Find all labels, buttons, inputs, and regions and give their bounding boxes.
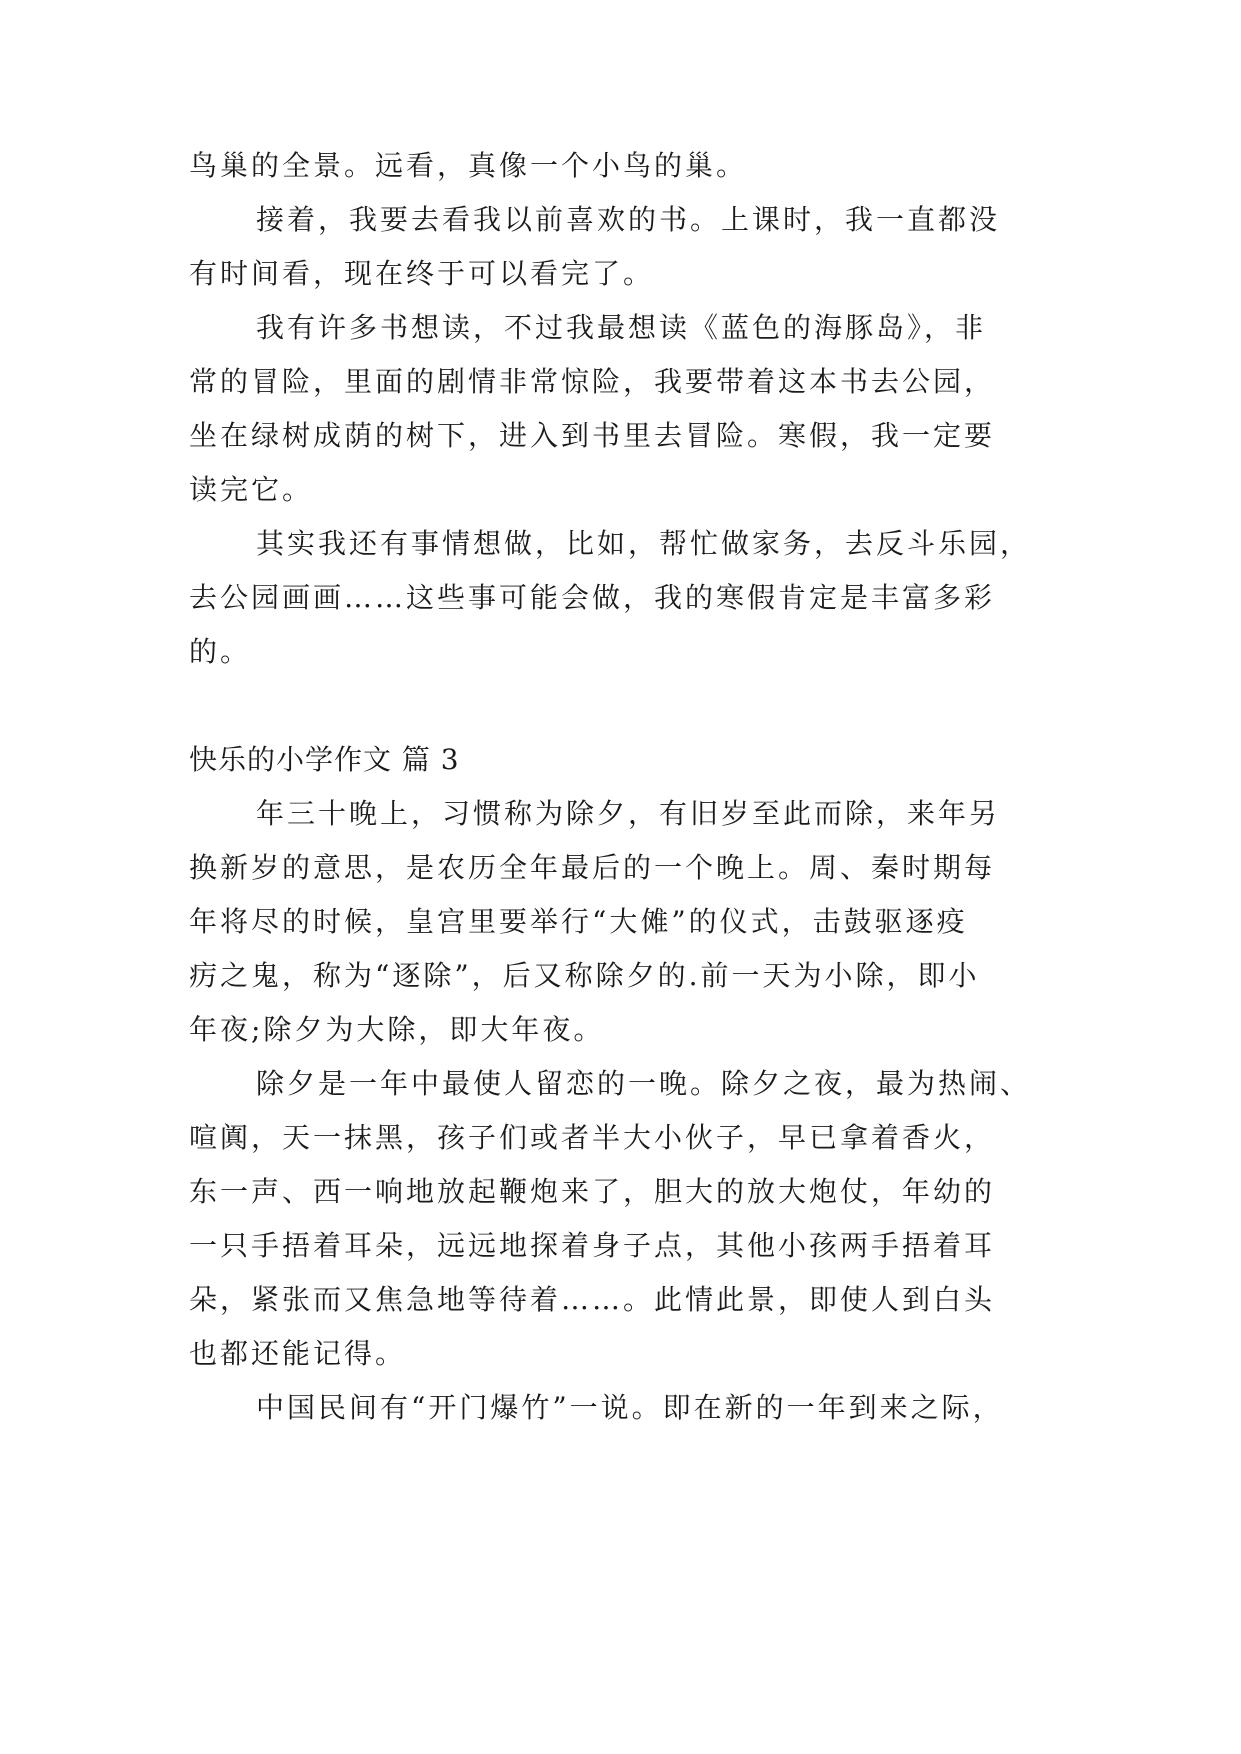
text-line: 疠之鬼，称为“逐除”，后又称除夕的.前一天为小除，即小 — [189, 959, 980, 992]
section-title: 快乐的小学作文 篇 3 — [189, 743, 460, 776]
paragraph-start-line: 年三十晚上，习惯称为除夕，有旧岁至此而除，来年另 — [256, 797, 1001, 830]
text-line: 常的冒险，里面的剧情非常惊险，我要带着这本书去公园， — [189, 365, 996, 398]
text-line: 朵，紧张而又焦急地等待着……。此情此景，即使人到白头 — [189, 1283, 996, 1316]
text-line: 读完它。 — [189, 473, 314, 506]
text-line: 一只手捂着耳朵，远远地探着身子点，其他小孩两手捂着耳 — [189, 1229, 996, 1262]
text-line: 换新岁的意思，是农历全年最后的一个晚上。周、秦时期每 — [189, 851, 996, 884]
text-line: 有时间看，现在终于可以看完了。 — [189, 257, 655, 290]
text-line: 坐在绿树成荫的树下，进入到书里去冒险。寒假，我一定要 — [189, 419, 996, 452]
text-line: 也都还能记得。 — [189, 1337, 407, 1370]
paragraph-start-line: 接着，我要去看我以前喜欢的书。上课时，我一直都没 — [256, 203, 1001, 236]
paragraph-start-line: 除夕是一年中最使人留恋的一晚。除夕之夜，最为热闹、 — [256, 1067, 1032, 1100]
text-line: 的。 — [189, 635, 252, 668]
text-line: 去公园画画……这些事可能会做，我的寒假肯定是丰富多彩 — [189, 581, 996, 614]
paragraph-start-line: 其实我还有事情想做，比如，帮忙做家务，去反斗乐园， — [256, 527, 1032, 560]
text-line: 东一声、西一响地放起鞭炮来了，胆大的放大炮仗，年幼的 — [189, 1175, 996, 1208]
text-line: 年夜;除夕为大除，即大年夜。 — [189, 1013, 605, 1046]
paragraph-start-line: 我有许多书想读，不过我最想读《蓝色的海豚岛》，非 — [256, 311, 987, 344]
text-line: 年将尽的时候，皇宫里要举行“大傩”的仪式，击鼓驱逐疫 — [189, 905, 968, 938]
text-line: 鸟巢的全景。远看，真像一个小鸟的巢。 — [189, 149, 748, 182]
text-line: 喧阗，天一抹黑，孩子们或者半大小伙子，早已拿着香火， — [189, 1121, 996, 1154]
paragraph-start-line: 中国民间有“开门爆竹”一说。即在新的一年到来之际， — [256, 1391, 1004, 1424]
